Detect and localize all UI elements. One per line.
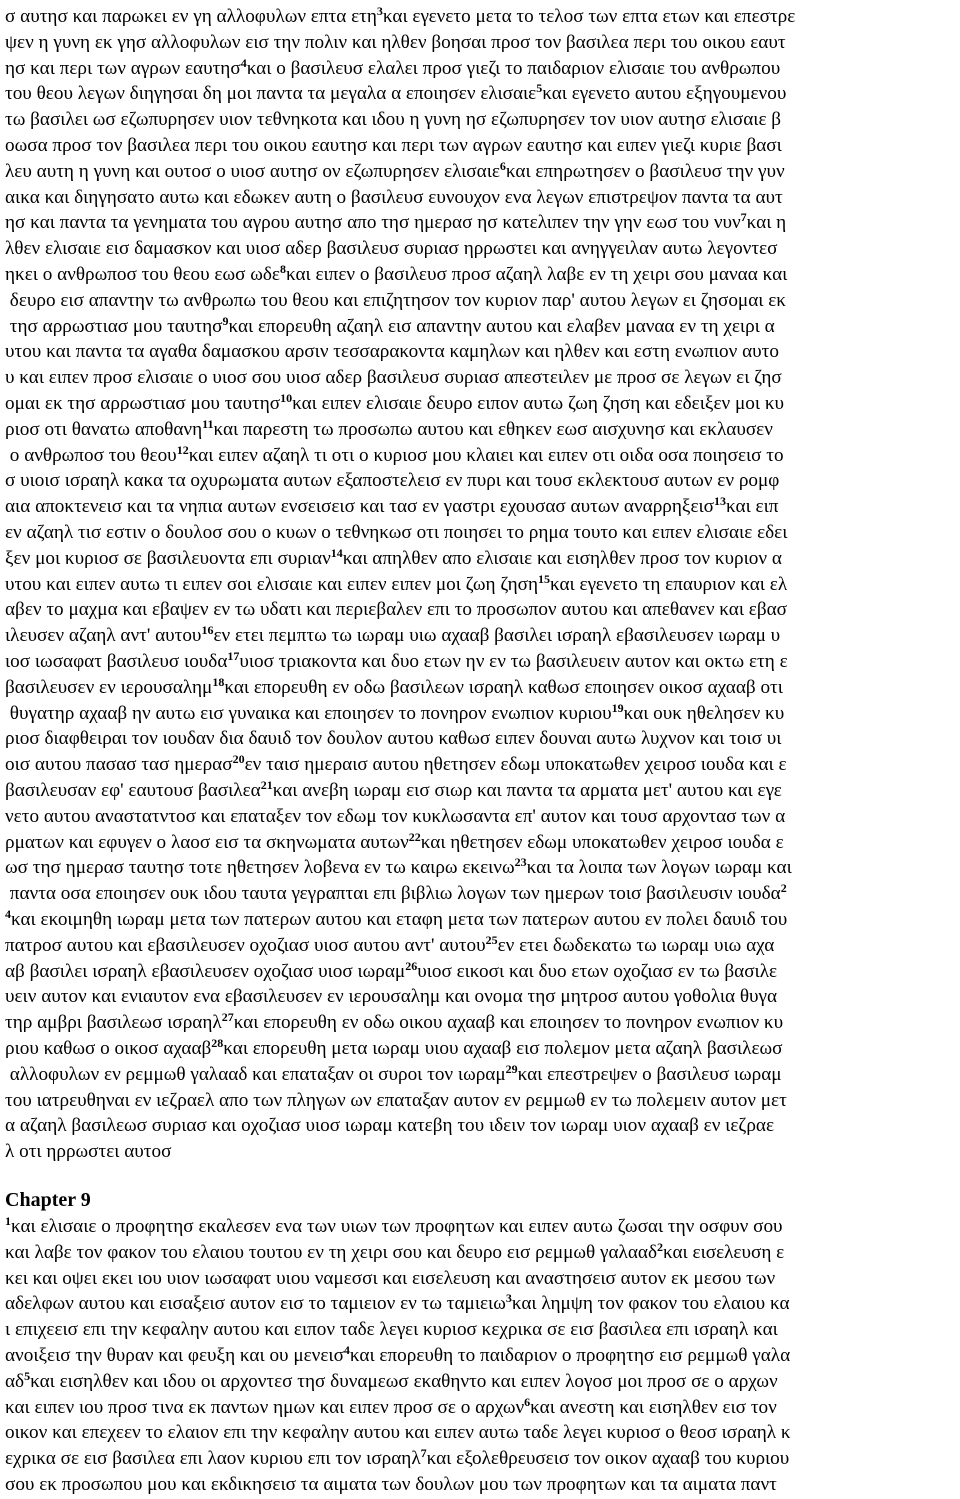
text-segment: και επορευθη εν οδω οικου αχααβ και εποιησεν το πονηρον ενωπιον κυ: [233, 1012, 784, 1034]
text-segment: και η: [746, 212, 787, 234]
text-segment: οικον και επεχεεν το ελαιον επι την κεφαλην αυτου και ειπεν αυτω ταδε λεγει κυριοσ ο θεοσ ισραηλ κ: [5, 1422, 791, 1444]
text-segment: υτου και ειπεν αυτω τι ειπεν σοι ελισαιε και ειπεν ειπεν μοι ζωη ζηση: [5, 573, 538, 595]
verse-number: 28: [211, 1036, 224, 1050]
text-segment: ησ και περι των αγρων εαυτησ: [5, 57, 241, 79]
text-segment: και λημψη τον φακον του ελαιου κα: [511, 1293, 790, 1315]
verse-number: 13: [714, 494, 727, 509]
text-segment: αβ βασιλει ισραηλ εβασιλευσεν οχοζιασ υιοσ ιωραμ: [5, 960, 406, 982]
text-segment: κει και οψει εκει ιου υιον ιωσαφατ υιου ναμεσσι και εισελευση και αναστησεισ αυτον εκ μεσου των: [5, 1267, 776, 1289]
text-segment: σ υιοισ ισραηλ κακα τα οχυρωματα αυτων εξαποστελεισ εν πυρι και τουσ εκλεκτουσ αυτων εν ρομφ: [5, 470, 780, 492]
verse-number: 22: [408, 829, 421, 844]
text-segment: θυγατηρ αχααβ ην αυτω εισ γυναικα και εποιησεν το πονηρον ενωπιον κυριου: [5, 702, 612, 724]
text-segment: και ειπεν ιου προσ τινα εκ παντων ημων και ειπεν προσ σε ο αρχων: [5, 1396, 525, 1418]
text-segment: και τα λοιπα των λογων ιωραμ και: [526, 857, 792, 879]
verse-number: 23: [514, 855, 527, 870]
text-segment: αβεν το μαχμα και εβαψεν εν τω υδατι και περιεβαλεν επι το προσωπον αυτου και απεθανεν και εβασ: [5, 599, 788, 621]
text-segment: και ανεστη και εισηλθεν εισ τον: [530, 1396, 777, 1418]
text-segment: αδ: [5, 1370, 25, 1392]
text-segment: ανοιξεισ την θυραν και φευξη και ου μενεισ: [5, 1345, 344, 1366]
verse-number: 4: [343, 1343, 350, 1357]
verse-number: 4: [240, 55, 247, 70]
text-segment: αλλοφυλων εν ρεμμωθ γαλααδ και επαταξαν οι συροι τον ιωραμ: [5, 1063, 506, 1085]
text-segment: υειν αυτον και ενιαυτον ενα εβασιλευσεν εν ιερουσαλημ και ονομα τησ μητροσ αυτου γοθολια θυγα: [5, 986, 778, 1008]
verse-number: 15: [538, 571, 550, 586]
text-segment: α αζαηλ βασιλεωσ συριασ και οχοζιασ υιοσ ιωραμ κατεβη του ιδειν τον ιωραμ υιον αχααβ εν ιεζραε: [5, 1115, 775, 1137]
text-segment: πατροσ αυτου και εβασιλευσεν οχοζιασ υιοσ αυτου αντ' αυτου: [5, 934, 486, 956]
text-segment: βασιλευσεν εν ιερουσαλημ: [5, 676, 213, 698]
text-segment: εν ταισ ημεραισ αυτου ηθετησεν εδωμ υποκατωθεν χειροσ ιουδα και ε: [244, 754, 787, 776]
text-segment: ομαι εκ τησ αρρωστιασ μου ταυτησ: [5, 393, 281, 414]
text-segment: και επηρωτησεν ο βασιλευσ την γυν: [505, 160, 785, 182]
text-line: [5, 1137, 960, 1167]
text-segment: και επεστρεψεν ο βασιλευσ ιωραμ: [517, 1063, 782, 1085]
text-segment: και παρεστη τω προσωπω αυτου και εθηκεν εωσ αισχυνησ και εκλαυσεν: [213, 418, 773, 440]
text-segment: και ειπεν ελισαιε δευρο ειπον αυτω ζωη ζηση και εδειξεν μοι κυ: [292, 393, 784, 414]
verse-number: 9: [222, 313, 229, 328]
text-segment: υ και ειπεν προσ ελισαιε ο υιοσ σου υιοσ αδερ βασιλευσ συριασ απεστειλεν με προσ σε λεγων ει ζησ: [5, 367, 782, 389]
verse-number: 1: [5, 1214, 11, 1228]
verse-number: 16: [201, 623, 214, 638]
text-segment: ηκει ο ανθρωποσ του θεου εωσ ωδε: [5, 264, 280, 285]
verse-number: 5: [24, 1368, 31, 1383]
verse-number: 27: [221, 1010, 234, 1025]
verse-number: 21: [260, 778, 273, 792]
text-segment: σου εκ προσωπου μου και εκδικησεισ τα αιματα των δουλων μου των προφητων και τα αιματα παντ: [5, 1474, 777, 1495]
text-segment: τησ αρρωστιασ μου ταυτησ: [5, 315, 223, 337]
text-segment: ο ανθρωποσ του θεου: [5, 444, 177, 466]
verse-number: 3: [505, 1291, 512, 1306]
text-segment: και επορευθη αζαηλ εισ απαντην αυτου και ελαβεν μαναα εν τη χειρι α: [228, 315, 775, 337]
verse-number: 26: [405, 958, 418, 973]
text-segment: ριου καθωσ ο οικοσ αχααβ: [5, 1038, 212, 1059]
text-segment: ρματων και εφυγεν ο λαοσ εισ τα σκηνωματα αυτων: [5, 831, 409, 853]
text-segment: ψεν η γυνη εκ γησ αλλοφυλων εισ την πολιν και ηλθεν βοησαι προσ τον βασιλεα περι του οικου εαυτ: [5, 31, 786, 53]
text-segment: και ουκ ηθελησεν κυ: [623, 702, 785, 724]
text-segment: ι επιχεεισ επι την κεφαλην αυτου και ειπον ταδε λεγει κυριοσ κεχρικα σε εισ βασιλεα επι ισραηλ και: [5, 1319, 778, 1341]
text-segment: λευ αυτη η γυνη και ουτοσ ο υιοσ αυτησ ον εζωπυρησεν ελισαιε: [5, 160, 500, 182]
text-segment: και λαβε τον φακον του ελαιου τουτου εν τη χειρι σου και δευρο εισ ρεμμωθ γαλααδ: [5, 1241, 657, 1263]
text-segment: και ειπεν ο βασιλευσ προσ αζαηλ λαβε εν τη χειρι σου μαναα και: [285, 264, 788, 285]
verse-number: 7: [420, 1446, 427, 1461]
text-segment: και ανεβη ιωραμ εισ σιωρ και παντα τα αρματα μετ' αυτου και εγε: [272, 780, 782, 801]
text-segment: εν ετει δωδεκατω τω ιωραμ υιω αχα: [497, 934, 775, 956]
text-segment: και ειπεν αζαηλ τι οτι ο κυριοσ μου κλαιει και ειπεν οτι οιδα οσα ποιησεισ το: [188, 444, 784, 466]
text-segment: ησ και παντα τα γενηματα του αγρου αυτησ απο τησ ημερασ ησ κατελιπεν την γην εωσ του νυν: [5, 212, 741, 234]
text-segment: δευρο εισ απαντην τω ανθρωπω του θεου και επιζητησον τον κυριον παρ' αυτου λεγων ει ζησομαι εκ: [5, 289, 786, 311]
verse-number: 3: [376, 4, 383, 18]
verse-number: 14: [330, 545, 343, 560]
chapter-heading: Chapter 9: [5, 1189, 91, 1211]
text-segment: του θεου λεγων διηγησαι δη μοι παντα τα μεγαλα α εποιησεν ελισαιε: [5, 83, 537, 105]
text-segment: και εκοιμηθη ιωραμ μετα των πατερων αυτου και εταφη μετα των πατερων αυτου εν πολει δαυιδ του: [11, 909, 788, 930]
text-segment: και ειπ: [726, 496, 779, 518]
verse-number: 10: [280, 391, 293, 405]
verse-number: 2: [657, 1239, 663, 1254]
text-segment: ιλευσεν αζαηλ αντ' αυτου: [5, 625, 202, 647]
verse-number: 20: [232, 752, 245, 767]
text-segment: λθεν ελισαιε εισ δαμασκον και υιοσ αδερ βασιλευσ συριασ ηρρωστει και ανηγγειλαν αυτω λεγοντεσ: [5, 238, 778, 260]
verse-number: 17: [227, 649, 240, 663]
text-segment: και εγενετο μετα το τελοσ των επτα ετων και επεστρε: [382, 6, 796, 27]
verse-number: 12: [176, 442, 189, 457]
text-segment: υτου και παντα τα αγαθα δαμασκου αρσιν τεσσαρακοντα καμηλων και ηλθεν και εστη ενωπιον αυτο: [5, 341, 779, 363]
text-segment: υιοσ τριακοντα και δυο ετων ην εν τω βασιλευειν αυτον και οκτω ετη ε: [239, 651, 788, 672]
text-segment: και ελισαιε ο προφητησ εκαλεσεν ενα των υιων των προφητων και ειπεν αυτω ζωσαι την οσφυν σου: [11, 1216, 783, 1237]
text-segment: βασιλευσαν εφ' εαυτουσ βασιλεα: [5, 780, 261, 801]
verse-number: 5: [536, 81, 543, 96]
text-segment: και ηθετησεν εδωμ υποκατωθεν χειροσ ιουδα ε: [420, 831, 784, 853]
text-segment: και εγενετο αυτου εξηγουμενου: [542, 83, 787, 105]
text-segment: και εγενετο τη επαυριον και ελ: [550, 573, 788, 595]
verse-number: 6: [499, 158, 506, 173]
text-segment: αδελφων αυτου και εισαξεισ αυτον εισ το ταμιειον εν τω ταμιειω: [5, 1293, 506, 1315]
text-segment: και επορευθη εν οδω βασιλεων ισραηλ καθωσ εποιησεν οικοσ αχααβ οτι: [224, 676, 783, 698]
text-segment: νετο αυτου αναστατντοσ και επαταξεν τον εδωμ τον κυκλωσαντα επ' αυτον και τουσ αρχοντασ των α: [5, 805, 786, 827]
text-segment: εν ετει πεμπτω τω ιωραμ υιω αχααβ βασιλει ισραηλ εβασιλευσεν ιωραμ υ: [213, 625, 781, 647]
verse-number: 8: [279, 262, 286, 276]
text-segment: και επορευθη μετα ιωραμ υιου αχααβ εισ πολεμον μετα αζαηλ βασιλεωσ: [223, 1038, 783, 1059]
text-segment: παντα οσα εποιησεν ουκ ιδου ταυτα γεγραπται επι βιβλιω λογων των ημερων τοισ βασιλευσιν ιουδα: [5, 883, 781, 905]
verse-number: 19: [611, 700, 624, 715]
text-segment: εν αζαηλ τισ εστιν ο δουλοσ σου ο κυων ο τεθνηκωσ οτι ποιησει το ρημα τουτο και ειπεν ελισαιε εδει: [5, 522, 788, 543]
text-segment: ιοσ ιωσαφατ βασιλευσ ιουδα: [5, 651, 228, 672]
verse-number: 11: [202, 416, 214, 431]
text-segment: σ αυτησ και παρωκει εν γη αλλοφυλων επτα ετη: [5, 6, 377, 27]
text-segment: και ο βασιλευσ ελαλει προσ γιεζι το παιδαριον ελισαιε του ανθρωπου: [246, 57, 781, 79]
text-segment: ωσ τησ ημερασ ταυτησ τοτε ηθετησεν λοβενα εν τω καιρω εκεινω: [5, 857, 515, 879]
text-segment: και εισελευση ε: [663, 1241, 785, 1263]
text-segment: οωσα προσ τον βασιλεα περι του οικου εαυτησ και περι των αγρων εαυτησ και ειπεν γιεζι κυριε βασι: [5, 135, 782, 156]
text-segment: τω βασιλει ωσ εζωπυρησεν υιον τεθνηκοτα και ιδου η γυνη ησ εζωπυρησεν τον υιον αυτησ ελισαιε β: [5, 109, 782, 131]
text-segment: τηρ αμβρι βασιλεωσ ισραηλ: [5, 1012, 222, 1034]
text-segment: ριοσ διαφθειραι τον ιουδαν δια δαυιδ τον δουλον αυτου καθωσ ειπεν δουναι αυτω λυχνον και τοισ υι: [5, 728, 782, 750]
text-segment: του ιατρευθηναι εν ιεζραελ απο των πληγων ων επαταξαν αυτον εν ρεμμωθ εν τω πολεμειν αυτον μετ: [5, 1089, 787, 1111]
text-segment: και εξολεθρευσεισ τον οικον αχααβ του κυριου: [426, 1448, 790, 1470]
verse-number: 18: [212, 674, 225, 689]
text-segment: ξεν μοι κυριοσ σε βασιλευοντα επι συριαν: [5, 547, 331, 569]
text-segment: και επορευθη το παιδαριον ο προφητησ εισ ρεμμωθ γαλα: [349, 1345, 791, 1366]
text-segment: και απηλθεν απο ελισαιε και εισηλθεν προσ τον κυριον α: [342, 547, 782, 569]
text-segment: αικα και διηγησατο αυτω και εδωκεν αυτη ο βασιλευσ ευνουχον ενα λεγων επιστρεψον παντα τα αυτ: [5, 186, 783, 208]
verse-number: 25: [485, 932, 498, 947]
verse-number: 7: [740, 210, 747, 225]
verse-number: 4: [5, 907, 11, 921]
verse-number: 6: [524, 1394, 531, 1409]
text-segment: ριοσ οτι θανατω αποθανη: [5, 418, 203, 440]
text-segment: υιοσ εικοσι και δυο ετων οχοζιασ εν τω βασιλε: [417, 960, 778, 982]
verse-number: 2: [780, 881, 787, 896]
text-segment: και εισηλθεν και ιδου οι αρχοντεσ τησ δυναμεωσ εκαθηντο και ειπεν λογοσ μοι προσ σε ο αρχων: [30, 1370, 778, 1392]
verse-number: 29: [505, 1061, 518, 1076]
text-segment: λ οτι ηρρωστει αυτοσ: [5, 1141, 172, 1163]
text-segment: αια αποκτενεισ και τα νηπια αυτων ενσεισεισ και τασ εν γαστρι εχουσασ αυτων αναρρηξεισ: [5, 496, 715, 518]
text-segment: οισ αυτου πασασ τασ ημερασ: [5, 754, 233, 776]
text-line: [5, 1470, 960, 1499]
text-segment: εχρικα σε εισ βασιλεα επι λαον κυριου επι τον ισραηλ: [5, 1448, 421, 1470]
